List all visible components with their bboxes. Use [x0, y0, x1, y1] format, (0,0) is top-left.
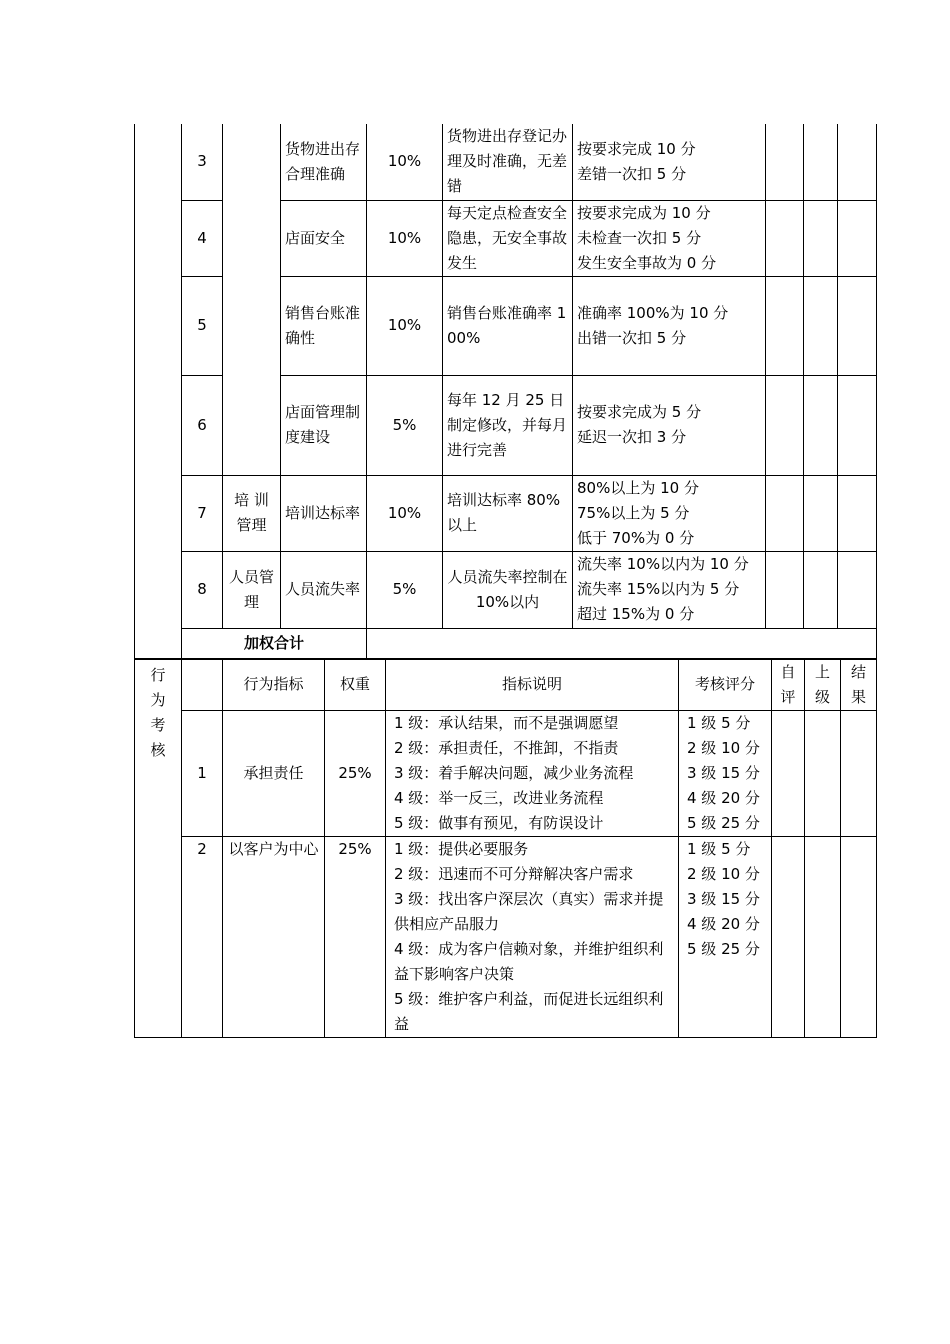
superior-cell — [804, 475, 838, 551]
scoring-cell: 按要求完成为 10 分 未检查一次扣 5 分 发生安全事故为 0 分 — [573, 200, 766, 276]
header-self-eval: 自 评 — [772, 659, 805, 711]
result-cell — [838, 375, 877, 475]
header-weight: 权重 — [325, 659, 386, 711]
self-eval-cell — [766, 200, 804, 276]
superior-cell — [804, 551, 838, 628]
weight-cell: 25% — [325, 837, 386, 1038]
result-cell — [838, 276, 877, 375]
superior-cell — [804, 375, 838, 475]
header-description: 指标说明 — [386, 659, 679, 711]
results-assessment-table — [134, 124, 877, 660]
category-cell — [223, 124, 281, 475]
weight-cell: 10% — [367, 276, 443, 375]
weight-cell: 5% — [367, 551, 443, 628]
scoring-cell: 1 级 5 分 2 级 10 分 3 级 15 分 4 级 20 分 5 级 25 分 — [679, 711, 772, 837]
standard-cell: 货物进出存登记办理及时准确，无差错 — [443, 124, 573, 200]
indicator-cell: 承担责任 — [223, 711, 325, 837]
result-cell — [838, 124, 877, 200]
description-cell: 1 级：承认结果，而不是强调愿望 2 级：承担责任，不推卸，不指责 3 级：着手解决问题，减少业务流程 4 级：举一反三，改进业务流程 5 级：做事有预见，有防误设计 — [386, 711, 679, 837]
header-result: 结 果 — [841, 659, 877, 711]
self-eval-cell — [766, 475, 804, 551]
category-cell: 培 训 管理 — [223, 475, 281, 551]
row-number: 1 — [182, 711, 223, 837]
standard-cell: 人员流失率控制在 10%以内 — [443, 551, 573, 628]
indicator-cell: 人员流失率 — [281, 551, 367, 628]
row-number: 8 — [182, 551, 223, 628]
weighted-total-row — [135, 628, 877, 659]
scoring-cell: 80%以上为 10 分 75%以上为 5 分 低于 70%为 0 分 — [573, 475, 766, 551]
scoring-cell: 1 级 5 分 2 级 10 分 3 级 15 分 4 级 20 分 5 级 25 分 — [679, 837, 772, 1038]
superior-cell — [804, 124, 838, 200]
result-cell — [841, 711, 877, 837]
behavior-assessment-table — [134, 658, 877, 1038]
self-eval-cell — [772, 711, 805, 837]
table-row — [135, 551, 877, 628]
table-row — [135, 711, 877, 837]
indicator-cell: 店面安全 — [281, 200, 367, 276]
row-number: 6 — [182, 375, 223, 475]
weight-cell: 10% — [367, 124, 443, 200]
row-number: 3 — [182, 124, 223, 200]
result-cell — [841, 837, 877, 1038]
row-number: 4 — [182, 200, 223, 276]
header-row — [135, 659, 877, 711]
weighted-total-value — [367, 628, 877, 659]
section-label-cell — [135, 124, 182, 659]
scoring-cell: 按要求完成为 5 分 延迟一次扣 3 分 — [573, 375, 766, 475]
row-number: 7 — [182, 475, 223, 551]
weight-cell: 10% — [367, 475, 443, 551]
table-row — [135, 837, 877, 1038]
standard-cell: 销售台账准确率 100% — [443, 276, 573, 375]
superior-cell — [804, 276, 838, 375]
indicator-cell: 以客户为中心 — [223, 837, 325, 1038]
indicator-cell: 店面管理制度建设 — [281, 375, 367, 475]
scoring-cell: 按要求完成 10 分 差错一次扣 5 分 — [573, 124, 766, 200]
weight-cell: 10% — [367, 200, 443, 276]
scoring-cell: 准确率 100%为 10 分 出错一次扣 5 分 — [573, 276, 766, 375]
result-cell — [838, 475, 877, 551]
superior-cell — [805, 837, 841, 1038]
table-row — [135, 124, 877, 200]
row-number: 5 — [182, 276, 223, 375]
header-indicator: 行为指标 — [223, 659, 325, 711]
row-number: 2 — [182, 837, 223, 1038]
result-cell — [838, 551, 877, 628]
category-cell: 人员管理 — [223, 551, 281, 628]
superior-cell — [804, 200, 838, 276]
self-eval-cell — [772, 837, 805, 1038]
self-eval-cell — [766, 551, 804, 628]
description-cell: 1 级：提供必要服务 2 级：迅速而不可分辩解决客户需求 3 级：找出客户深层次（真实）需求并提供相应产品服力 4 级：成为客户信赖对象，并维护组织利益下影响客户决策 5 级：维护客户利益，而促进长远组织利益 — [386, 837, 679, 1038]
indicator-cell: 培训达标率 — [281, 475, 367, 551]
self-eval-cell — [766, 375, 804, 475]
table-row — [135, 475, 877, 551]
indicator-cell: 销售台账准确性 — [281, 276, 367, 375]
standard-cell: 培训达标率 80%以上 — [443, 475, 573, 551]
scoring-cell: 流失率 10%以内为 10 分 流失率 15%以内为 5 分 超过 15%为 0 分 — [573, 551, 766, 628]
behavior-section-label: 行 为 考 核 — [135, 659, 182, 1038]
result-cell — [838, 200, 877, 276]
header-superior: 上 级 — [805, 659, 841, 711]
standard-cell: 每年 12 月 25 日制定修改，并每月进行完善 — [443, 375, 573, 475]
header-scoring: 考核评分 — [679, 659, 772, 711]
weighted-total-label: 加权合计 — [182, 628, 367, 659]
weight-cell: 5% — [367, 375, 443, 475]
indicator-cell: 货物进出存合理准确 — [281, 124, 367, 200]
standard-cell: 每天定点检查安全隐患，无安全事故发生 — [443, 200, 573, 276]
self-eval-cell — [766, 276, 804, 375]
superior-cell — [805, 711, 841, 837]
self-eval-cell — [766, 124, 804, 200]
weight-cell: 25% — [325, 711, 386, 837]
header-number — [182, 659, 223, 711]
